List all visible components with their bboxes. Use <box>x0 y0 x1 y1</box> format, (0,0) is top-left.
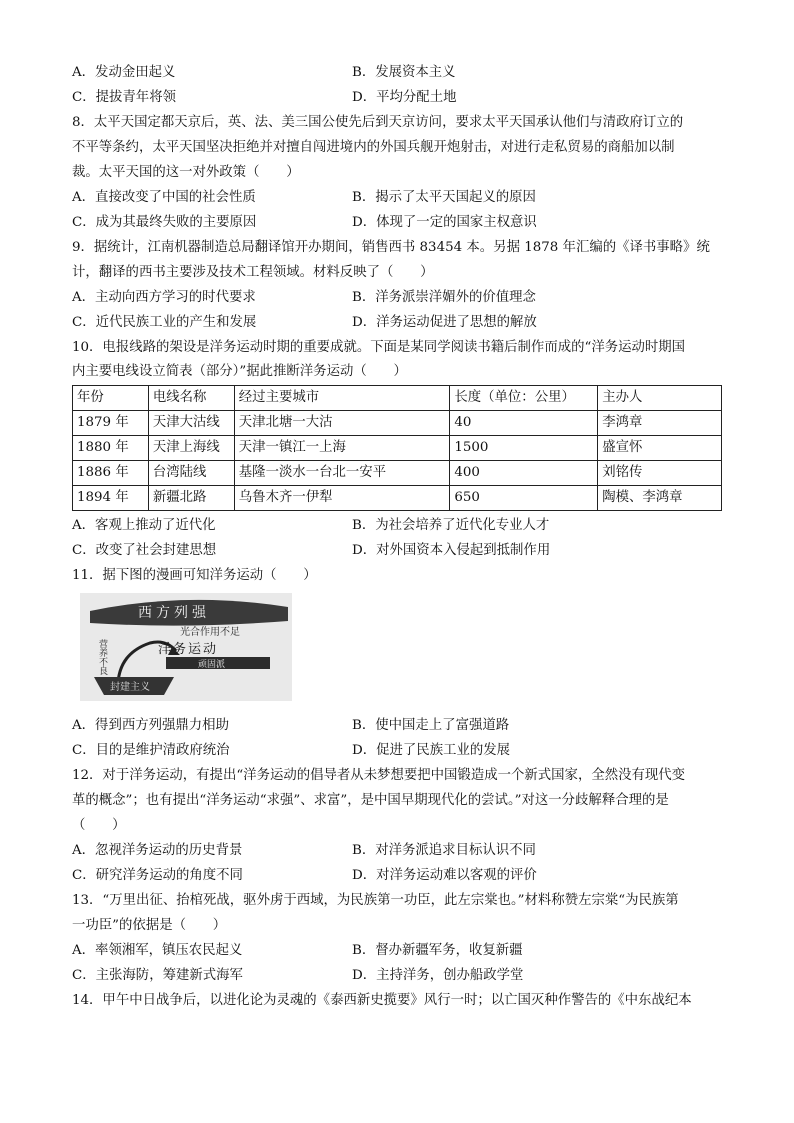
q11-option-c: C．目的是维护清政府统治 <box>72 743 230 758</box>
q7-option-a: A．发动金田起义 <box>72 65 176 80</box>
q8-stem-line-3: 裁。太平天国的这一对外政策（ ） <box>72 165 300 180</box>
table-header-cell: 年份 <box>73 386 149 411</box>
q8-option-d: D．体现了一定的国家主权意识 <box>352 215 537 230</box>
table-cell: 基隆一淡水一台北一安平 <box>234 461 450 486</box>
table-cell: 天津北塘一大沽 <box>234 411 450 436</box>
q13-option-a: A．率领湘军，镇压农民起义 <box>72 943 243 958</box>
pot-label: 封建主义 <box>110 682 150 693</box>
table-cell: 40 <box>450 411 598 436</box>
plant-text: 洋务运动 <box>158 642 219 657</box>
table-cell: 台湾陆线 <box>148 461 234 486</box>
table-cell: 盛宣怀 <box>598 436 722 461</box>
table-cell: 650 <box>450 486 598 511</box>
q10-option-a: A．客观上推动了近代化 <box>72 518 216 533</box>
left-text: 营养不良 <box>97 639 107 675</box>
q13-stem-line-1: 13．“万里出征、抬棺死战，驱外虏于西域，为民族第一功臣，此左宗棠也。”材料称赞左宗棠“为民族第 <box>72 893 679 908</box>
telegraph-table <box>72 385 722 511</box>
q9-option-c: C．近代民族工业的产生和发展 <box>72 315 257 330</box>
q14-stem-line-1: 14．甲午中日战争后，以进化论为灵魂的《泰西新史揽要》风行一时；以亡国灭种作警告的《中东战纪本 <box>72 993 692 1008</box>
cartoon-image <box>80 593 292 701</box>
table-row <box>73 461 722 486</box>
note-text: 光合作用不足 <box>180 627 240 638</box>
q7-option-c: C．提拔青年将领 <box>72 90 176 105</box>
q8-stem-line-1: 8．太平天国定都天京后，英、法、美三国公使先后到天京访问，要求太平天国承认他们与清政府订立的 <box>72 115 684 130</box>
q12-option-b: B．对洋务派追求目标认识不同 <box>352 843 536 858</box>
table-cell: 天津大沽线 <box>148 411 234 436</box>
table-header-cell: 电线名称 <box>148 386 234 411</box>
q9-stem-line-1: 9．据统计，江南机器制造总局翻译馆开办期间，销售西书 83454 本。另据 1878 年汇编的《译书事略》统 <box>72 240 710 255</box>
banner-text: 西方列强 <box>138 605 210 621</box>
q10-stem-line-2: 内主要电线设立简表（部分）”据此推断洋务运动（ ） <box>72 364 407 379</box>
q12-option-c: C．研究洋务运动的角度不同 <box>72 868 243 883</box>
q13-option-d: D．主持洋务，创办船政学堂 <box>352 968 524 983</box>
q7-option-b: B．发展资本主义 <box>352 65 456 80</box>
table-cell: 新疆北路 <box>148 486 234 511</box>
q11-option-d: D．促进了民族工业的发展 <box>352 743 511 758</box>
q8-option-c: C．成为其最终失败的主要原因 <box>72 215 257 230</box>
table-header-cell: 经过主要城市 <box>234 386 450 411</box>
q10-option-c: C．改变了社会封建思想 <box>72 543 217 558</box>
q9-stem-line-2: 计，翻译的西书主要涉及技术工程领域。材料反映了（ ） <box>72 265 434 280</box>
q10-option-b: B．为社会培养了近代化专业人才 <box>352 518 550 533</box>
table-cell: 400 <box>450 461 598 486</box>
table-cell: 1500 <box>450 436 598 461</box>
bar-label: 顽固派 <box>198 660 226 670</box>
table-cell: 李鸿章 <box>598 411 722 436</box>
q13-stem-line-2: 一功臣”的依据是（ ） <box>72 918 227 933</box>
table-cell: 1894 年 <box>73 486 149 511</box>
q8-stem-line-2: 不平等条约，太平天国坚决拒绝并对擅自闯进境内的外国兵舰开炮射击，对进行走私贸易的商船加以制 <box>72 140 675 155</box>
table-cell: 乌鲁木齐一伊犁 <box>234 486 450 511</box>
q12-stem-line-2: 革的概念”；也有提出“洋务运动“求强”、求富”，是中国早期现代化的尝试。”对这一分歧解释合理的是 <box>72 793 669 808</box>
q11-stem: 11．据下图的漫画可知洋务运动（ ） <box>72 568 317 583</box>
q8-option-b: B．揭示了太平天国起义的原因 <box>352 190 536 205</box>
q9-option-b: B．洋务派崇洋媚外的价值理念 <box>352 290 536 305</box>
table-row <box>73 486 722 511</box>
table-row <box>73 436 722 461</box>
table-row <box>73 411 722 436</box>
table-header-row <box>73 386 722 411</box>
table-cell: 陶模、李鸿章 <box>598 486 722 511</box>
q11-option-b: B．使中国走上了富强道路 <box>352 718 510 733</box>
table-cell: 1880 年 <box>73 436 149 461</box>
table-cell: 天津上海线 <box>148 436 234 461</box>
q10-option-d: D．对外国资本入侵起到抵制作用 <box>352 543 551 558</box>
q12-stem-line-1: 12．对于洋务运动，有提出“洋务运动的倡导者从未梦想要把中国锻造成一个新式国家，全然没有现代变 <box>72 768 686 783</box>
q8-option-a: A．直接改变了中国的社会性质 <box>72 190 256 205</box>
table-cell: 1879 年 <box>73 411 149 436</box>
q12-option-a: A．忽视洋务运动的历史背景 <box>72 843 243 858</box>
q9-option-d: D．洋务运动促进了思想的解放 <box>352 315 537 330</box>
q10-stem-line-1: 10．电报线路的架设是洋务运动时期的重要成就。下面是某同学阅读书籍后制作而成的“洋务运动时期国 <box>72 340 686 355</box>
q12-option-d: D．对洋务运动难以客观的评价 <box>352 868 537 883</box>
q9-option-a: A．主动向西方学习的时代要求 <box>72 290 256 305</box>
table-cell: 1886 年 <box>73 461 149 486</box>
table-header-cell: 长度（单位：公里） <box>450 386 598 411</box>
table-cell: 刘铭传 <box>598 461 722 486</box>
q13-option-c: C．主张海防，筹建新式海军 <box>72 968 243 983</box>
q11-option-a: A．得到西方列强鼎力相助 <box>72 718 229 733</box>
q7-option-d: D．平均分配土地 <box>352 90 457 105</box>
table-cell: 天津一镇江一上海 <box>234 436 450 461</box>
table-header-cell: 主办人 <box>598 386 722 411</box>
q12-stem-line-3: （ ） <box>72 818 126 833</box>
q13-option-b: B．督办新疆军务，收复新疆 <box>352 943 523 958</box>
